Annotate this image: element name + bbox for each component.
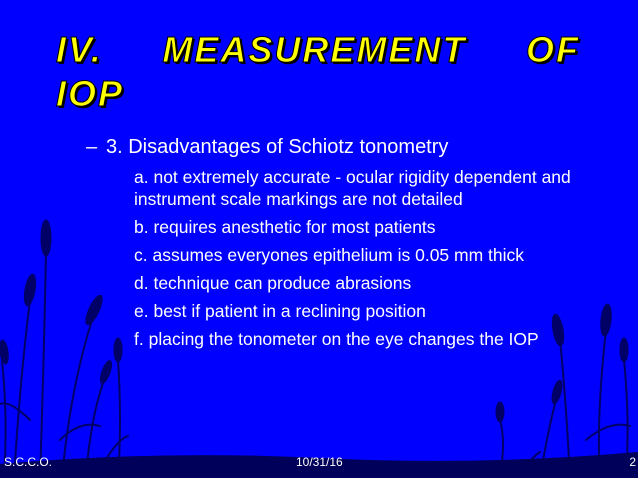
list-item: c. assumes everyones epithelium is 0.05 mm thick: [134, 245, 525, 265]
slide-footer: [0, 452, 638, 472]
slide-title: [56, 28, 586, 116]
title-word: MEASUREMENT: [162, 29, 467, 70]
footer-date: 10/31/16: [296, 455, 343, 469]
title-word: IV.: [56, 29, 103, 70]
slide-number: 2: [629, 455, 636, 469]
slide-title-line-2: IOP: [56, 73, 125, 114]
subheading-marker: –: [86, 136, 98, 158]
title-word: OF: [525, 29, 580, 70]
list-item: f. placing the tonometer on the eye changes the IOP: [134, 329, 539, 349]
slide-title-line-1: [56, 28, 580, 72]
list-item: b. requires anesthetic for most patients: [134, 217, 436, 237]
list-item: d. technique can produce abrasions: [134, 273, 412, 293]
footer-organization: S.C.C.O.: [4, 455, 53, 469]
subheading-text: 3. Disadvantages of Schiotz tonometry: [106, 136, 449, 158]
disadvantages-list: [134, 166, 594, 356]
list-item: e. best if patient in a reclining position: [134, 301, 426, 321]
subheading: [86, 134, 586, 160]
list-item: a. not extremely accurate - ocular rigidity dependent and instrument scale markings are not detailed: [134, 167, 571, 209]
